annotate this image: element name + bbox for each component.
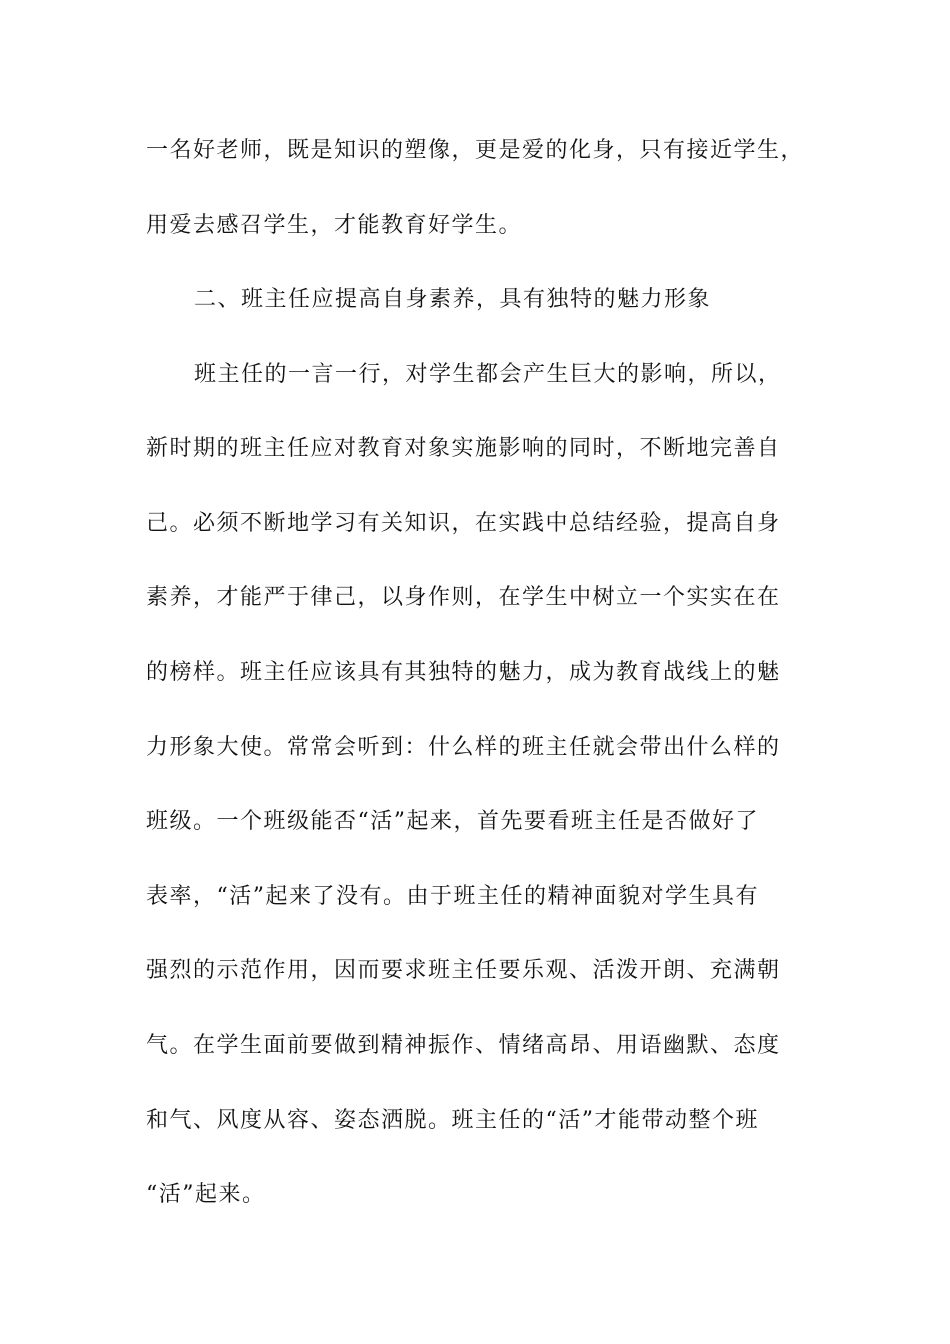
paragraph-line-13: 和气、风度从容、姿态洒脱。班主任的“活”才能带动整个班 bbox=[146, 1108, 759, 1133]
paragraph-line-5: 己。必须不断地学习有关知识，在实践中总结经验，提高自身 bbox=[146, 511, 781, 536]
paragraph-line-1: 一名好老师，既是知识的塑像，更是爱的化身，只有接近学生， bbox=[146, 138, 805, 163]
paragraph-line-14: “活”起来。 bbox=[146, 1182, 266, 1207]
paragraph-line-7: 的榜样。班主任应该具有其独特的魅力，成为教育战线上的魅 bbox=[146, 660, 781, 685]
paragraph-line-10: 表率，“活”起来了没有。由于班主任的精神面貌对学生具有 bbox=[146, 884, 759, 909]
paragraph-line-2: 用爱去感召学生，才能教育好学生。 bbox=[146, 213, 523, 238]
paragraph-line-8: 力形象大使。常常会听到：什么样的班主任就会带出什么样的 bbox=[146, 735, 781, 760]
section-heading: 二、班主任应提高自身素养，具有独特的魅力形象 bbox=[194, 287, 712, 312]
paragraph-line-6: 素养，才能严于律己，以身作则，在学生中树立一个实实在在 bbox=[146, 585, 781, 610]
paragraph-line-9: 班级。一个班级能否“活”起来，首先要看班主任是否做好了 bbox=[146, 809, 759, 834]
paragraph-line-3: 班主任的一言一行，对学生都会产生巨大的影响，所以， bbox=[194, 362, 782, 387]
paragraph-line-4: 新时期的班主任应对教育对象实施影响的同时，不断地完善自 bbox=[146, 436, 781, 461]
paragraph-line-12: 气。在学生面前要做到精神振作、情绪高昂、用语幽默、态度 bbox=[146, 1033, 781, 1058]
paragraph-line-11: 强烈的示范作用，因而要求班主任要乐观、活泼开朗、充满朝 bbox=[146, 958, 781, 983]
